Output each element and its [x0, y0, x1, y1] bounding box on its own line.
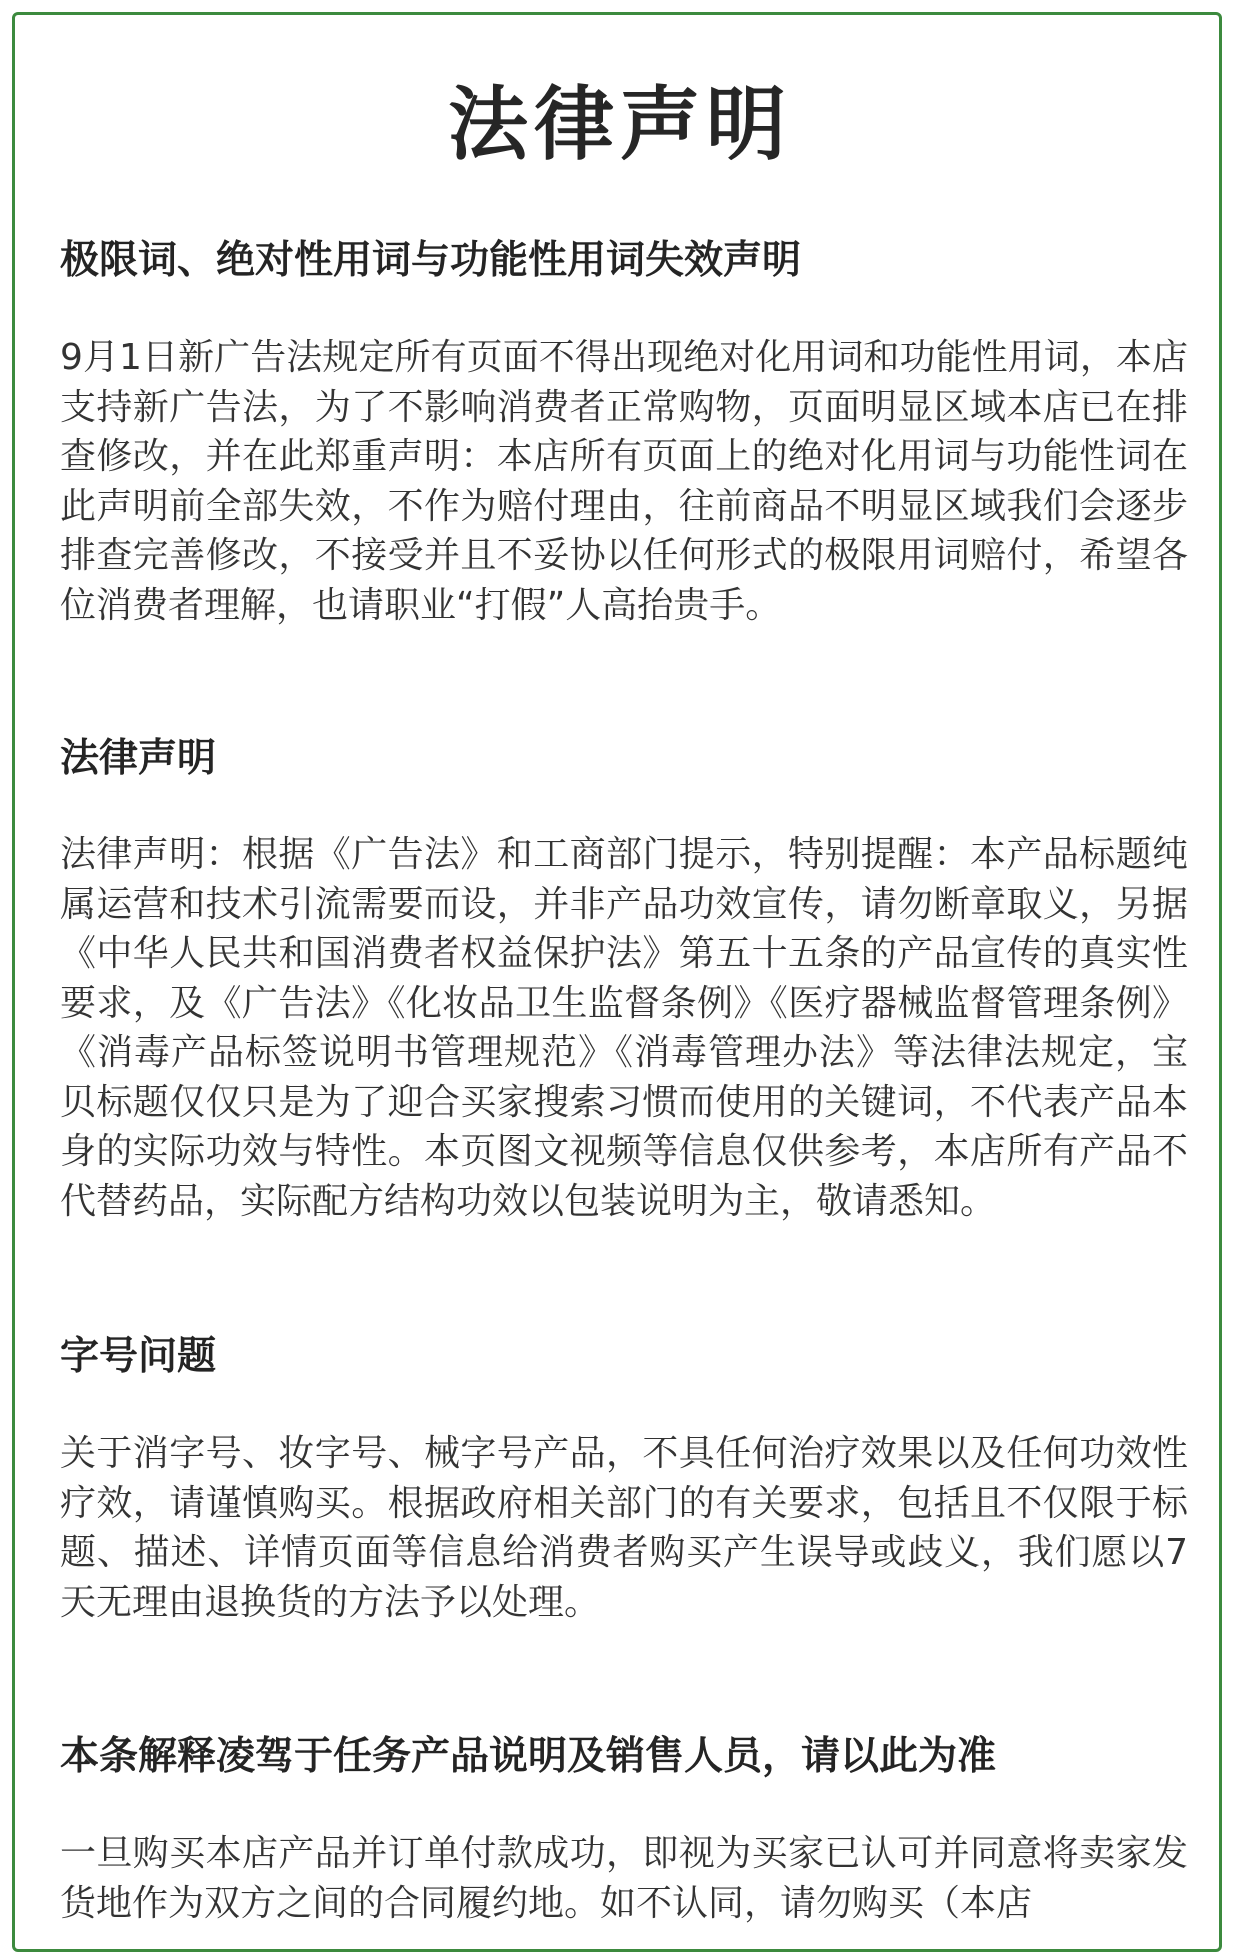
section-heading-interpretation: 本条解释凌驾于任务产品说明及销售人员，请以此为准 [60, 1734, 997, 1779]
page-title: 法律声明 [448, 78, 792, 171]
section-body-extreme-words: 9月1日新广告法规定所有页面不得出现绝对化用词和功能性用词，本店支持新广告法，为了不影响消费者正常购物，页面明显区域本店已在排查修改，并在此郑重声明：本店所有页面上的绝对化用词与功能性词在此声明前全部失效，不作为赔付理由，往前商品不明显区域我们会逐步排查完善修改，不接受并且不妥协以任何形式的极限用词赔付，希望各位消费者理解，也请职业“打假”人高抬贵手。 [60, 337, 1188, 626]
section-heading-license-numbers: 字号问题 [60, 1334, 217, 1379]
section-body-license-numbers: 关于消字号、妆字号、械字号产品，不具任何治疗效果以及任何功效性疗效，请谨慎购买。根据政府相关部门的有关要求，包括且不仅限于标题、描述、详情页面等信息给消费者购买产生误导或歧义，我们愿以7天无理由退换货的方法予以处理。 [60, 1433, 1188, 1623]
section-heading-legal: 法律声明 [60, 736, 217, 781]
section-heading-extreme-words: 极限词、绝对性用词与功能性用词失效声明 [60, 238, 802, 283]
section-body-legal: 法律声明：根据《广告法》和工商部门提示，特别提醒：本产品标题纯属运营和技术引流需要而设，并非产品功效宣传，请勿断章取义，另据《中华人民共和国消费者权益保护法》第五十五条的产品宣传的真实性要求，及《广告法》《化妆品卫生监督条例》《医疗器械监督管理条例》《消毒产品标签说明书管理规范》《消毒管理办法》等法律法规定，宝贝标题仅仅只是为了迎合买家搜索习惯而使用的关键词，不代表产品本身的实际功效与特性。本页图文视频等信息仅供参考，本店所有产品不代替药品，实际配方结构功效以包装说明为主，敬请悉知。 [60, 834, 1188, 1222]
section-body-interpretation: 一旦购买本店产品并订单付款成功，即视为买家已认可并同意将卖家发货地作为双方之间的合同履约地。如不认同，请勿购买（本店 [60, 1833, 1188, 1924]
